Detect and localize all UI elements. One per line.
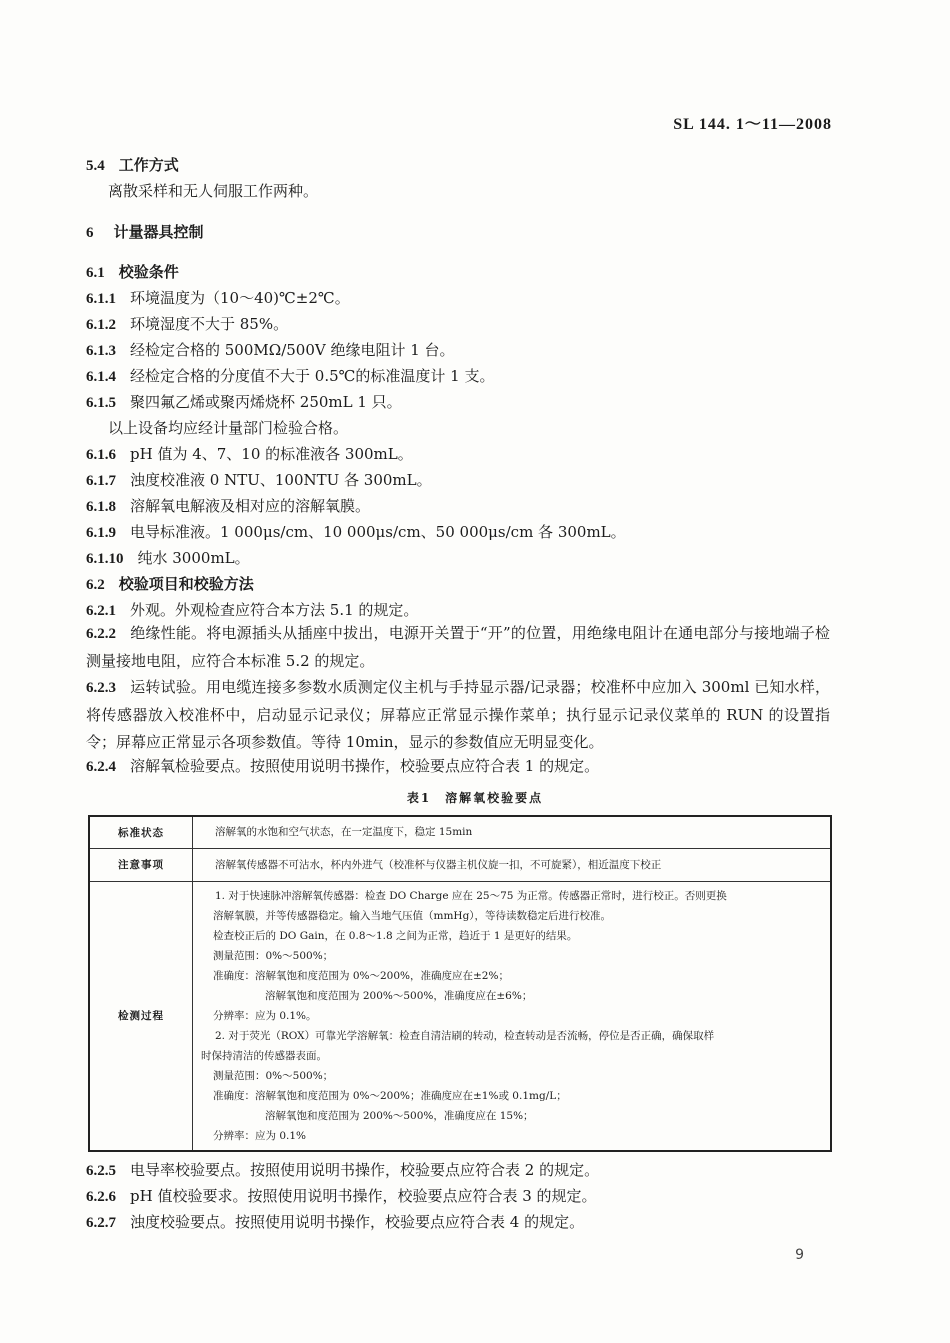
clause-text: 浊度校验要点。按照使用说明书操作，校验要点应符合表 4 的规定。	[130, 1213, 585, 1231]
clause-6-2-2	[86, 620, 830, 675]
process-line: 分辨率：应为 0.1%。	[213, 1009, 317, 1022]
clause-6-1-7	[86, 470, 432, 491]
clause-number: 6.2.5	[86, 1163, 116, 1179]
clause-text: 纯水 3000mL。	[137, 549, 250, 567]
table-row-content: 溶解氧的水饱和空气状态，在一定温度下，稳定 15min	[193, 816, 832, 848]
clause-6-1-6	[86, 444, 413, 465]
section-title: 工作方式	[118, 156, 179, 174]
clause-6-1-8	[86, 496, 370, 517]
clause-text: 外观。外观检查应符合本方法 5.1 的规定。	[130, 601, 419, 619]
clause-text: 溶解氧检验要点。按照使用说明书操作，校验要点应符合表 1 的规定。	[130, 757, 600, 775]
table-row-label: 标准状态	[89, 816, 193, 848]
clause-6-1-3	[86, 340, 455, 361]
process-line: 时保持清洁的传感器表面。	[201, 1049, 327, 1062]
section-6-2-heading	[86, 574, 254, 595]
process-line: 溶解氧饱和度范围为 200%～500%，准确度应在±6%；	[265, 989, 533, 1002]
table-1-title: 表1 溶解氧校验要点	[406, 791, 544, 805]
section-title: 校验项目和校验方法	[118, 575, 254, 593]
page-number: 9	[795, 1247, 804, 1263]
standard-code: SL 144. 1～11—2008	[673, 116, 832, 133]
clause-6-1-1	[86, 288, 350, 309]
clause-number: 6.1.5	[86, 395, 116, 411]
clause-text: 溶解氧电解液及相对应的溶解氧膜。	[130, 497, 371, 515]
clause-number: 6.2.3	[86, 680, 116, 696]
table-row	[89, 848, 831, 881]
table-row-content: 溶解氧传感器不可沾水，杯内外进气（校准杯与仪器主机仪旋一扣，不可旋紧），相近温度下校正	[193, 848, 832, 881]
clause-text: 聚四氟乙烯或聚丙烯烧杯 250mL 1 只。	[130, 393, 402, 411]
clause-text: 运转试验。用电缆连接多参数水质测定仪主机与手持显示器/记录器；校准杯中应加入 300ml 已知水样，将传感器放入校准杯中，启动显示记录仪；屏幕应正常显示操作菜单；执行显示记录仪菜单的 RUN 的设置指令；屏幕应正常显示各项参数值。等待 10min，显示的参数值应无明显变化。	[86, 678, 830, 751]
clause-number: 6.1.8	[86, 499, 116, 515]
clause-text: 环境湿度不大于 85%。	[130, 315, 289, 333]
clause-number: 6.2.4	[86, 759, 116, 775]
clause-text: 电导标准液。1 000μs/cm、10 000μs/cm、50 000μs/cm 各 300mL。	[130, 523, 626, 541]
section-number: 6.1	[86, 265, 105, 281]
clause-number: 6.1.3	[86, 343, 116, 359]
clause-number: 6.2.7	[86, 1215, 116, 1231]
clause-text: 经检定合格的 500MΩ/500V 绝缘电阻计 1 台。	[130, 341, 455, 359]
clause-number: 6.2.6	[86, 1189, 116, 1205]
process-line: 溶解氧饱和度范围为 200%～500%，准确度应在 15%；	[265, 1109, 534, 1122]
clause-number: 6.1.2	[86, 317, 116, 333]
process-line: 溶解氧膜，并等传感器稳定。输入当地气压值（mmHg），等待读数稳定后进行校准。	[213, 909, 612, 922]
table-row	[89, 816, 831, 848]
process-line: 准确度：溶解氧饱和度范围为 0%～200%；准确度应在±1%或 0.1mg/L；	[213, 1089, 567, 1102]
clause-text: 绝缘性能。将电源插头从插座中拔出，电源开关置于“开”的位置，用绝缘电阻计在通电部分与接地端子检测量接地电阻，应符合本标准 5.2 的规定。	[86, 624, 830, 670]
table-row	[89, 881, 831, 1151]
detection-process-content	[193, 881, 832, 1151]
clause-number: 6.2.2	[86, 626, 116, 642]
clause-text: 浊度校准液 0 NTU、100NTU 各 300mL。	[130, 471, 432, 489]
section-6-heading	[86, 222, 204, 243]
clause-number: 6.1.1	[86, 291, 116, 307]
clause-number: 6.1.9	[86, 525, 116, 541]
process-line: 1. 对于快速脉冲溶解氧传感器：检查 DO Charge 应在 25～75 为正常。传感器正常时，进行校正。否则更换	[215, 889, 727, 902]
section-title: 校验条件	[118, 263, 179, 281]
clause-6-2-3	[86, 674, 830, 756]
clause-6-2-5	[86, 1160, 599, 1181]
clause-text: pH 值校验要求。按照使用说明书操作，校验要点应符合表 3 的规定。	[130, 1187, 597, 1205]
clause-number: 6.2.1	[86, 603, 116, 619]
section-6-1-heading	[86, 262, 179, 283]
clause-text: 经检定合格的分度值不大于 0.5℃的标准温度计 1 支。	[130, 367, 495, 385]
clause-6-1-4	[86, 366, 495, 387]
section-5-4-body: 离散采样和无人伺服工作两种。	[108, 182, 319, 200]
section-title: 计量器具控制	[113, 223, 204, 241]
section-number: 6.2	[86, 577, 105, 593]
process-line: 准确度：溶解氧饱和度范围为 0%～200%，准确度应在±2%；	[213, 969, 509, 982]
table-row-label: 注意事项	[89, 848, 193, 881]
table-1	[88, 815, 832, 1152]
process-line: 测量范围：0%～500%；	[213, 1069, 334, 1082]
clause-6-2-7	[86, 1212, 584, 1233]
clause-6-1-2	[86, 314, 288, 335]
clause-6-1-9	[86, 522, 626, 543]
table-row-label: 检测过程	[89, 881, 193, 1151]
clause-text: pH 值为 4、7、10 的标准液各 300mL。	[130, 445, 413, 463]
clause-text: 环境温度为（10～40)℃±2℃。	[130, 289, 350, 307]
clause-6-1-10	[86, 548, 250, 569]
clause-6-2-1	[86, 600, 418, 621]
clause-number: 6.1.10	[86, 551, 124, 567]
clause-6-1-5	[86, 392, 402, 413]
section-5-4-heading	[86, 155, 179, 176]
section-number: 5.4	[86, 158, 105, 174]
clause-number: 6.1.7	[86, 473, 116, 489]
clause-6-1-5-note: 以上设备均应经计量部门检验合格。	[108, 419, 349, 437]
process-line: 分辨率：应为 0.1%	[213, 1129, 307, 1142]
clause-6-2-6	[86, 1186, 597, 1207]
process-line: 检查校正后的 DO Gain，在 0.8～1.8 之间为正常，趋近于 1 是更好的结果。	[213, 929, 578, 942]
clause-number: 6.1.6	[86, 447, 116, 463]
process-line: 2. 对于荧光（ROX）可靠光学溶解氧：检查自清洁刷的转动，检查转动是否流畅，停位是否正确，确保取样	[215, 1029, 715, 1042]
section-number: 6	[86, 225, 94, 241]
clause-text: 电导率校验要点。按照使用说明书操作，校验要点应符合表 2 的规定。	[130, 1161, 600, 1179]
process-line: 测量范围：0%～500%；	[213, 949, 334, 962]
clause-number: 6.1.4	[86, 369, 116, 385]
clause-6-2-4	[86, 756, 599, 777]
